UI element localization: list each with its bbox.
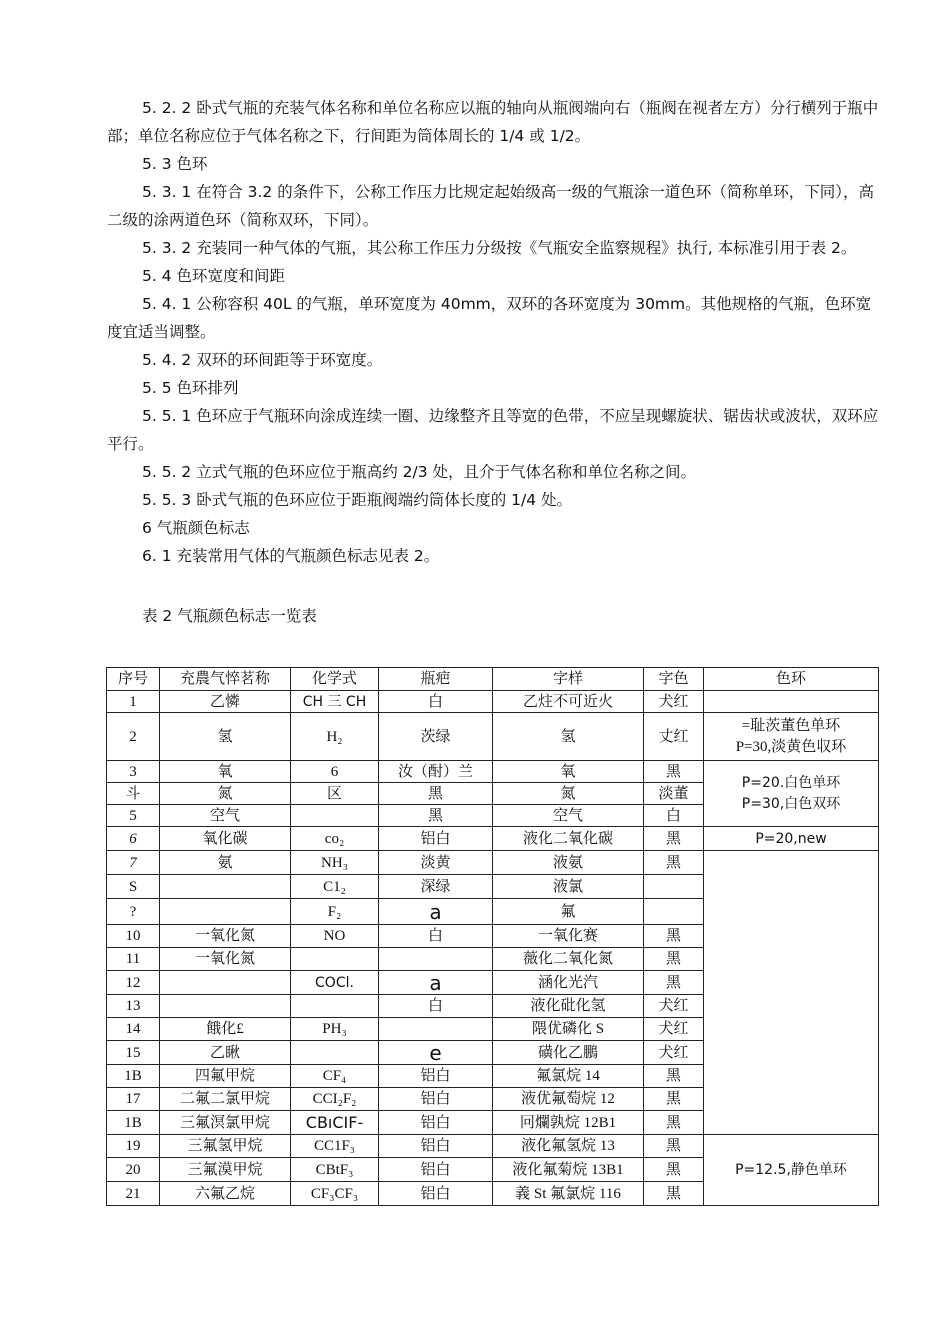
cell-gas-name	[160, 995, 291, 1018]
cell-gas-name: 氧化碳	[160, 827, 291, 851]
cell-gas-name: 六氟乙烷	[160, 1182, 291, 1206]
cell-color-ring	[704, 691, 879, 713]
cell-lettering: 液优氟萄烷 12	[493, 1088, 644, 1111]
cell-lettering: 液化砒化氢	[493, 995, 644, 1018]
cell-gas-name: 三氟溟氯甲烷	[160, 1111, 291, 1135]
cell-gas-name: 餓化£	[160, 1018, 291, 1041]
cell-formula: CH 三 CH	[291, 691, 379, 713]
cell-no: 5	[107, 805, 160, 827]
cell-letter-color: 黑	[644, 948, 704, 971]
cell-gas-name: 三氟漠甲烷	[160, 1158, 291, 1182]
cell-letter-color: 黑	[644, 971, 704, 995]
paragraph-5-3-2: 5. 3. 2 充装同一种气体的气瓶，其公称工作压力分级按《气瓶安全监察规程》执行, 本标准引用于表 2。	[142, 239, 857, 257]
cell-formula: C1₂	[291, 875, 379, 899]
header-lettering: 字样	[493, 668, 644, 691]
cell-lettering: 空气	[493, 805, 644, 827]
paragraph-5-4-2: 5. 4. 2 双环的环间距等于环宽度。	[142, 351, 383, 369]
cell-body-color: 铝白	[379, 827, 493, 851]
cell-lettering: 液化氟氢烷 13	[493, 1135, 644, 1158]
cell-no: S	[107, 875, 160, 899]
cell-no: 3	[107, 761, 160, 783]
cell-formula: CBtF₃	[291, 1158, 379, 1182]
heading-5-5: 5. 5 色环排列	[142, 379, 239, 397]
cell-lettering: 氟氯烷 14	[493, 1065, 644, 1088]
paragraph-5-4-1: 5. 4. 1 公称容积 40L 的气瓶，单环宽度为 40mm，双环的各环宽度为 30mm。其他规格的气瓶，色环宽度宜适当调整。	[107, 295, 872, 341]
cell-color-ring	[704, 851, 879, 1135]
cell-color-ring	[704, 761, 879, 827]
cell-lettering: 氮	[493, 783, 644, 805]
heading-5-3: 5. 3 色环	[142, 155, 208, 173]
header-formula: 化学式	[291, 668, 379, 691]
cell-letter-color: 犬红	[644, 1041, 704, 1065]
cell-no: 6	[107, 827, 160, 851]
cell-letter-color: 黑	[644, 1158, 704, 1182]
cell-gas-name: 氮	[160, 783, 291, 805]
cell-letter-color	[644, 875, 704, 899]
cell-no: 21	[107, 1182, 160, 1206]
cell-lettering: 乙炷不可近火	[493, 691, 644, 713]
table-row	[107, 851, 879, 875]
cell-letter-color: 淡董	[644, 783, 704, 805]
cell-body-color: 黑	[379, 805, 493, 827]
cell-lettering: 液化氟菊烷 13B1	[493, 1158, 644, 1182]
paragraph-5-5-1: 5. 5. 1 色环应于气瓶环向涂成连续一圈、边缘整齐且等宽的色带，不应呈现螺旋状、锯齿状或波状，双环应平行。	[107, 407, 879, 453]
cell-body-color: 铝白	[379, 1135, 493, 1158]
cell-no: 10	[107, 925, 160, 948]
paragraph-5-3-1: 5. 3. 1 在符合 3.2 的条件下，公称工作压力比规定起始级高一级的气瓶涂一道色环（简称单环，下同），高二级的涂两道色环（简称双环，下同）。	[107, 183, 874, 229]
cell-letter-color: 黑	[644, 851, 704, 875]
cell-formula: CF₄	[291, 1065, 379, 1088]
ring-line: P=30,白色双环	[741, 795, 841, 812]
cell-body-color: 白	[379, 925, 493, 948]
cell-gas-name: 氢	[160, 713, 291, 761]
cell-no: 斗	[107, 783, 160, 805]
cell-color-ring: P=20,new	[704, 827, 879, 851]
cell-body-color	[379, 948, 493, 971]
cell-formula: 区	[291, 783, 379, 805]
cell-lettering: 磺化乙鵬	[493, 1041, 644, 1065]
cell-lettering: 氟	[493, 899, 644, 925]
cell-no: 14	[107, 1018, 160, 1041]
header-gas-name: 充農气悴茗称	[160, 668, 291, 691]
cell-body-color: 铝白	[379, 1111, 493, 1135]
cell-letter-color: 白	[644, 805, 704, 827]
cell-body-color: 淡黄	[379, 851, 493, 875]
cell-no: 2	[107, 713, 160, 761]
body-text	[107, 94, 882, 570]
cell-color-ring	[704, 713, 879, 761]
cell-formula: H₂	[291, 713, 379, 761]
cell-lettering: 氧	[493, 761, 644, 783]
cell-letter-color: 丈红	[644, 713, 704, 761]
heading-5-4: 5. 4 色环宽度和间距	[142, 267, 286, 285]
cell-letter-color: 黒	[644, 1088, 704, 1111]
paragraph-5-5-3: 5. 5. 3 卧式气瓶的色环应位于距瓶阀端约筒体长度的 1/4 处。	[142, 491, 573, 509]
cell-no: 17	[107, 1088, 160, 1111]
cell-no: 11	[107, 948, 160, 971]
cell-gas-name: 一氧化氮	[160, 948, 291, 971]
cell-gas-name: 一氧化氮	[160, 925, 291, 948]
table-header-row	[107, 668, 879, 691]
cell-body-color: 深绿	[379, 875, 493, 899]
cell-no: 19	[107, 1135, 160, 1158]
cell-body-color: a	[379, 971, 493, 995]
cell-gas-name: 乙憐	[160, 691, 291, 713]
cell-formula: 6	[291, 761, 379, 783]
cell-no: 20	[107, 1158, 160, 1182]
cell-letter-color: 黑	[644, 1065, 704, 1088]
cell-formula	[291, 995, 379, 1018]
cell-body-color: a	[379, 899, 493, 925]
cell-formula: F₂	[291, 899, 379, 925]
cell-no: 7	[107, 851, 160, 875]
cell-lettering: 涵化光汽	[493, 971, 644, 995]
cell-formula	[291, 805, 379, 827]
header-body-color: 瓶疤	[379, 668, 493, 691]
cell-no: 1	[107, 691, 160, 713]
table-row	[107, 827, 879, 851]
header-color-ring: 色环	[704, 668, 879, 691]
table-row	[107, 691, 879, 713]
cell-body-color: 铝白	[379, 1182, 493, 1206]
cell-no: ?	[107, 899, 160, 925]
cell-gas-name: 四氟甲烷	[160, 1065, 291, 1088]
cell-formula	[291, 1041, 379, 1065]
cell-formula	[291, 948, 379, 971]
cell-body-color: 茨绿	[379, 713, 493, 761]
cell-letter-color: 黑	[644, 761, 704, 783]
cell-no: 12	[107, 971, 160, 995]
cell-formula: CC1F₃	[291, 1135, 379, 1158]
cell-body-color: e	[379, 1041, 493, 1065]
paragraph-5-5-2: 5. 5. 2 立式气瓶的色环应位于瓶高约 2/3 处，且介于气体名称和单位名称之间。	[142, 463, 697, 481]
cell-letter-color: 黑	[644, 925, 704, 948]
cell-lettering: 液化二氧化碳	[493, 827, 644, 851]
paragraph-5-2-2: 5. 2. 2 卧式气瓶的充装气体名称和单位名称应以瓶的轴向从瓶阀端向右（瓶阀在视者左方）分行横列于瓶中部；单位名称应位于气体名称之下，行间距为筒体周长的 1/4 或 1/2。	[107, 99, 879, 145]
cell-letter-color: 犬红	[644, 995, 704, 1018]
cell-no: 15	[107, 1041, 160, 1065]
cell-letter-color: 黑	[644, 827, 704, 851]
table-row	[107, 713, 879, 761]
cell-formula: CCI₂F₂	[291, 1088, 379, 1111]
cell-no: 1B	[107, 1111, 160, 1135]
cell-color-ring: P=12.5,静色单环	[704, 1135, 879, 1206]
cell-no: 13	[107, 995, 160, 1018]
cell-body-color: 白	[379, 691, 493, 713]
cell-lettering: 義 St 氟氯烷 116	[493, 1182, 644, 1206]
cell-formula: co₂	[291, 827, 379, 851]
ring-line: =耻茨董色单环	[741, 717, 841, 734]
heading-6: 6 气瓶颜色标志	[142, 519, 250, 537]
header-letter-color: 字色	[644, 668, 704, 691]
cell-body-color: 铝白	[379, 1088, 493, 1111]
cell-gas-name	[160, 971, 291, 995]
gas-cylinder-color-table	[106, 667, 879, 1206]
cell-gas-name: 三氟氢甲烷	[160, 1135, 291, 1158]
cell-lettering: 氢	[493, 713, 644, 761]
cell-gas-name: 乙瞅	[160, 1041, 291, 1065]
cell-letter-color: 黒	[644, 1182, 704, 1206]
cell-formula: COCl.	[291, 971, 379, 995]
cell-no: 1B	[107, 1065, 160, 1088]
table-row	[107, 761, 879, 783]
ring-line: P=30,淡黄色収环	[735, 738, 847, 755]
cell-letter-color	[644, 899, 704, 925]
cell-lettering: 一氧化赛	[493, 925, 644, 948]
cell-letter-color: 犬红	[644, 1018, 704, 1041]
cell-letter-color: 黑	[644, 1135, 704, 1158]
paragraph-6-1: 6. 1 充装常用气体的气瓶颜色标志见表 2。	[142, 547, 440, 565]
cell-formula: NH₃	[291, 851, 379, 875]
cell-formula: NO	[291, 925, 379, 948]
cell-gas-name: 空气	[160, 805, 291, 827]
cell-body-color: 汝（酎）兰	[379, 761, 493, 783]
cell-body-color: 白	[379, 995, 493, 1018]
table-caption: 表 2 气瓶颜色标志一览表	[142, 607, 317, 625]
ring-line: P=20.白色单环	[741, 774, 841, 791]
header-no: 序号	[107, 668, 160, 691]
cell-formula: PH₃	[291, 1018, 379, 1041]
table-row	[107, 1135, 879, 1158]
cell-body-color: 黑	[379, 783, 493, 805]
cell-letter-color: 犬红	[644, 691, 704, 713]
cell-lettering: 隈优磷化 S	[493, 1018, 644, 1041]
cell-body-color: 铝白	[379, 1065, 493, 1088]
cell-lettering: 液氯	[493, 875, 644, 899]
cell-lettering: 液氨	[493, 851, 644, 875]
cell-gas-name: 二氟二氯甲烷	[160, 1088, 291, 1111]
cell-gas-name: 氧	[160, 761, 291, 783]
cell-lettering: 薇化二氧化氮	[493, 948, 644, 971]
cell-body-color	[379, 1018, 493, 1041]
cell-gas-name: 氨	[160, 851, 291, 875]
cell-gas-name	[160, 899, 291, 925]
cell-formula: CF₃CF₃	[291, 1182, 379, 1206]
cell-lettering: 冋爛孰烷 12B1	[493, 1111, 644, 1135]
cell-letter-color: 黑	[644, 1111, 704, 1135]
cell-gas-name	[160, 875, 291, 899]
cell-formula: CBıCIF-	[291, 1111, 379, 1135]
cell-body-color: 铝白	[379, 1158, 493, 1182]
